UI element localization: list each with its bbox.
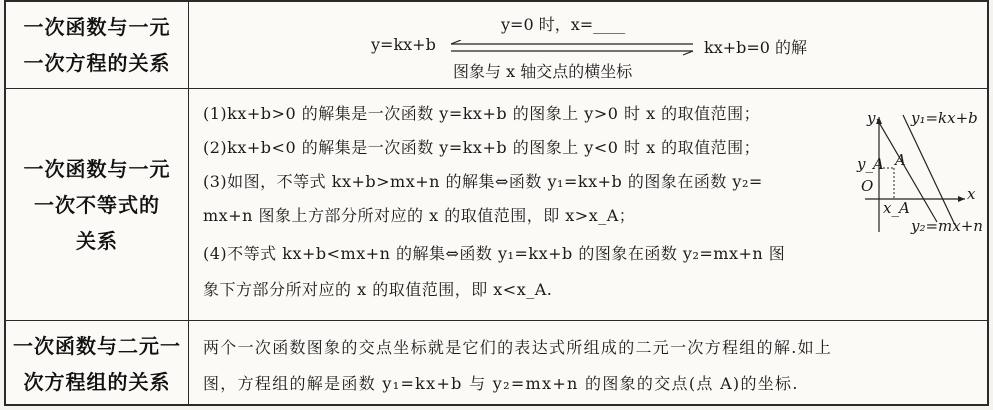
heading-line: 一次方程的关系 (23, 51, 171, 75)
arrow-bottom-label: 图象与 x 轴交点的横坐标 (453, 62, 633, 81)
graph-xa-label: x_A (883, 199, 910, 217)
function-expression: y=kx+b (371, 35, 436, 54)
heading-line: 一次函数与二元一 (13, 333, 181, 358)
heading-line: 关系 (76, 228, 118, 253)
heading-line: 一次函数与一元 (23, 15, 171, 39)
row-heading (6, 89, 189, 320)
double-arrow-icon (447, 40, 697, 58)
heading-line: 一次函数与一元 (23, 156, 171, 181)
graph-ya-label: y_A (857, 155, 884, 173)
row-system-relation (6, 321, 987, 406)
row-heading (6, 2, 189, 88)
row-content (189, 2, 987, 88)
text-line: 两个一次函数图象的交点坐标就是它们的表达式所组成的二元一次方程组的解.如上 (203, 338, 833, 357)
row-content (189, 89, 987, 320)
graph-line1-label: y₁=kx+b (911, 109, 978, 127)
arrow-top-label: y=0 时，x=____ (501, 15, 626, 34)
text-line: (4)不等式 kx+b<mx+n 的解集⇔函数 y₁=kx+b 的图象在函数 y₂=mx+n 图 (203, 244, 786, 263)
knowledge-table (4, 0, 989, 406)
row-inequality-relation (6, 89, 987, 321)
text-line: 象下方部分所对应的 x 的取值范围，即 x<x_A. (203, 280, 553, 299)
graph-origin-label: O (861, 177, 874, 195)
row-content (189, 321, 987, 406)
heading-line: 次方程组的关系 (23, 369, 171, 394)
text-line: (1)kx+b>0 的解集是一次函数 y=kx+b 的图象上 y>0 时 x 的取值范围； (203, 104, 761, 123)
graph-y-label: y (867, 109, 876, 127)
graph-x-label: x (967, 185, 976, 203)
equation-solution: kx+b=0 的解 (704, 38, 808, 57)
row-heading (6, 321, 189, 406)
text-line: mx+n 图象上方部分所对应的 x 的取值范围，即 x>x_A； (203, 206, 636, 225)
row-equation-relation (6, 2, 987, 89)
text-line: (2)kx+b<0 的解集是一次函数 y=kx+b 的图象上 y<0 时 x 的取值范围； (203, 138, 761, 157)
graph-point-label: A (895, 151, 906, 169)
graph-line2-label: y₂=mx+n (911, 217, 983, 235)
text-line: (3)如图，不等式 kx+b>mx+n 的解集⇔函数 y₁=kx+b 的图象在函数 y₂= (203, 172, 763, 191)
heading-line: 一次不等式的 (34, 192, 160, 217)
text-line: 图，方程组的解是函数 y₁=kx+b 与 y₂=mx+n 的图象的交点(点 A)的坐标. (203, 374, 799, 393)
